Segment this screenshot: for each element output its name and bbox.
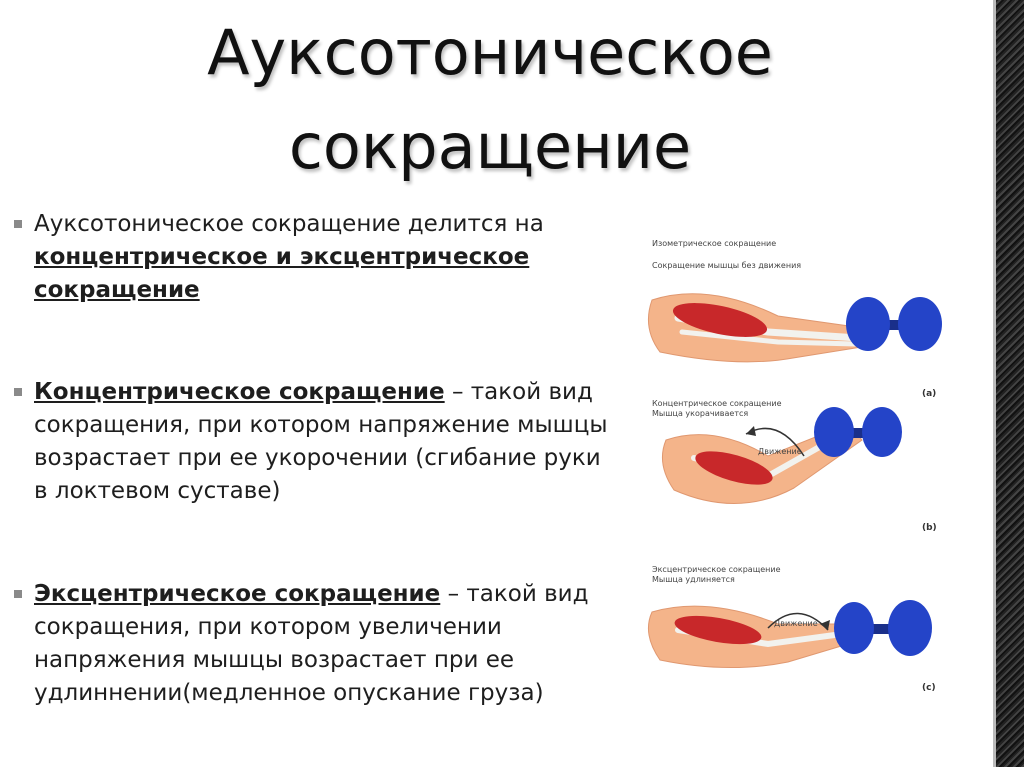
panel-b-caption-1: Концентрическое сокращение: [652, 399, 782, 408]
bullet-term: Эксцентрическое сокращение: [34, 581, 441, 607]
panel-c-tag: (c): [922, 683, 936, 693]
bullet-item-auxotonic: [14, 208, 614, 307]
panel-eccentric: [648, 565, 935, 693]
dumbbell-icon: [834, 600, 932, 656]
bullet-item-concentric: [14, 376, 614, 508]
bullet-marker-icon: [14, 590, 22, 598]
dumbbell-icon: [814, 407, 902, 457]
panel-c-motion-label: Движение: [774, 619, 818, 628]
panel-a-caption-1: Изометрическое сокращение: [652, 239, 777, 248]
panel-isometric: [648, 239, 942, 399]
panel-c-caption-1: Эксцентрическое сокращение: [652, 565, 781, 574]
bullet-text: [34, 208, 614, 307]
bullet-term: Концентрическое сокращение: [34, 379, 445, 405]
bullet-marker-icon: [14, 388, 22, 396]
panel-b-caption-2: Мышца укорачивается: [652, 409, 749, 418]
bullet-rest: – такой вид сокращения, при котором напряжение мышцы возрастает при ее укорочении (сгибание руки в локтевом суставе): [34, 379, 608, 504]
panel-concentric: [652, 399, 937, 533]
bullet-text: [34, 376, 614, 508]
slide-title: Ауксотоническое сокращение: [207, 16, 773, 183]
panel-a-tag: (a): [922, 389, 937, 399]
panel-b-motion-label: Движение: [758, 447, 802, 456]
bullet-term: концентрическое и эксцентрическое сокращение: [34, 244, 530, 303]
bullet-rest: – такой вид сокращения, при котором увеличении напряжения мышцы возрастает при ее удлиннении(медленное опускание груза): [34, 581, 589, 706]
panel-c-caption-2: Мышца удлиняется: [652, 575, 735, 584]
bullet-text: [34, 578, 614, 710]
bullet-marker-icon: [14, 220, 22, 228]
arm-illustration: [648, 294, 868, 362]
panel-b-tag: (b): [922, 523, 937, 533]
bullet-lead: Ауксотоническое сокращение делится на: [34, 211, 544, 237]
muscle-contraction-figure: [618, 220, 978, 720]
dumbbell-icon: [846, 297, 942, 351]
slide-edge-strip: [996, 0, 1024, 767]
arm-illustration: [648, 606, 848, 667]
bullet-item-eccentric: [14, 578, 614, 710]
panel-a-caption-2: Сокращение мышцы без движения: [652, 261, 802, 270]
